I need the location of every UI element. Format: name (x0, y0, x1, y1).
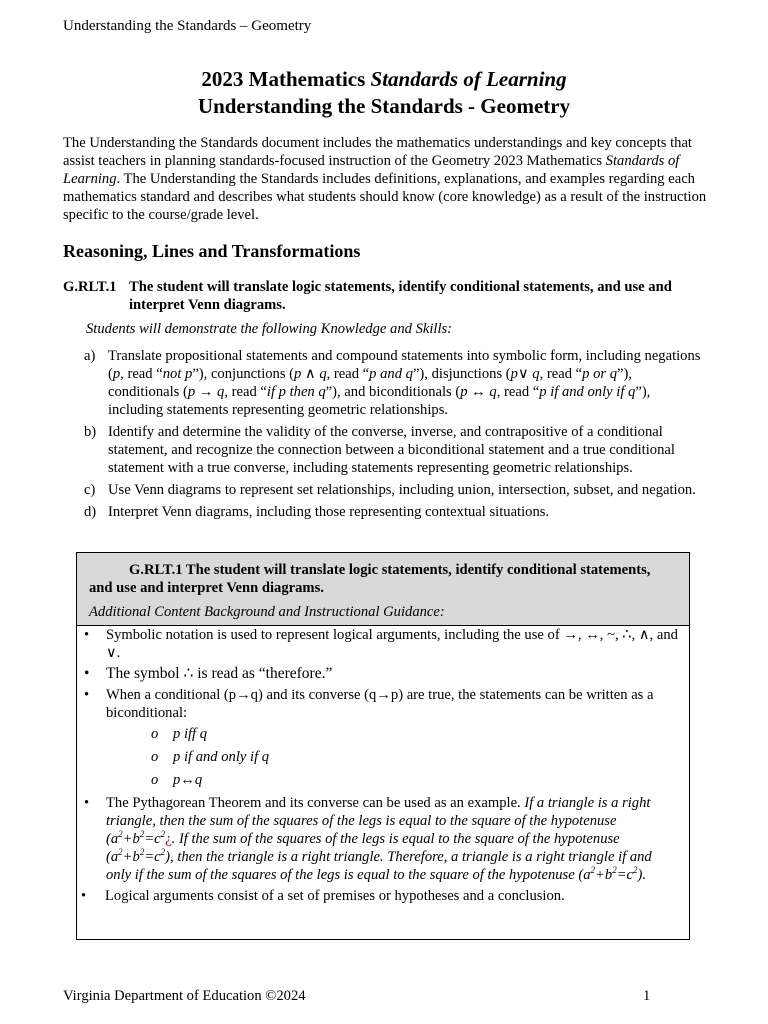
knowledge-skills-list (63, 347, 703, 525)
section-heading: Reasoning, Lines and Transformations (63, 241, 361, 261)
list-item: • The Pythagorean Theorem and its converse can be used as an example. If a triangle is a right triangle, then the sum of the squares of the legs is equal to the square of the hypotenuse ($a^2+b^2=c^2¿$. If the sum of the squares of the legs is equal to the square of the hypotenuse $(a^2+b^2=c^2)$, then the triangle is a right triangle. Therefore, a triangle is a right triangle if and only if the sum of the squares of the legs is equal to the square of the hypotenuse $(a^2+b^2=c^2)$. (84, 795, 652, 883)
guidance-box-title: G.RLT.1 The student will translate logic statements, identify conditional statements, and use and interpret Venn diagrams. (89, 562, 651, 596)
standard-text: The student will translate logic statements, identify conditional statements, and use and interpret Venn diagrams. (129, 279, 672, 313)
page-title: 2023 Mathematics Standards of Learning (201, 67, 567, 91)
equation: $a^2+b^2=c^2$ (110, 847, 166, 865)
footer-credit: Virginia Department of Education ©2024 (63, 988, 306, 1004)
list-item: • Logical arguments consist of a set of premises or hypotheses and a conclusion. (81, 888, 565, 904)
guidance-box-header (77, 553, 689, 626)
equation: ($a^2+b^2=c^2$ (106, 829, 166, 847)
knowledge-skills-intro: Students will demonstrate the following Knowledge and Skills: (86, 321, 453, 337)
equation: $(a^2+b^2=c^2)$ (578, 865, 643, 883)
standard-statement (63, 278, 703, 314)
running-header: Understanding the Standards – Geometry (63, 18, 312, 34)
list-item: • When a conditional (p→q) and its converse (q→p) are true, the statements can be written as a biconditional: o p iff q o p if and only if q o p↔q (77, 686, 689, 789)
intro-paragraph: The Understanding the Standards document includes the mathematics understandings and key concepts that assist teachers in planning standards-focused instruction of the Geometry 2023 Mathematics Standards of Learning. The Understanding the Standards includes definitions, explanations, and examples regarding each mathematics standard and describes what students should know (core knowledge) as a result of the instruction specific to the course/grade level. (63, 135, 707, 223)
list-item: d) Interpret Venn diagrams, including those representing contextual situations. (84, 504, 550, 520)
sub-list-item: o p↔q (151, 772, 203, 788)
bullet-icon: • (81, 888, 87, 904)
bullet-icon: • (84, 665, 90, 682)
list-item: • The symbol ∴ is read as “therefore.” (84, 665, 333, 682)
sub-list (106, 725, 679, 789)
sub-list-item: o p if and only if q (151, 749, 270, 765)
standard-code: G.RLT.1 (63, 279, 117, 295)
list-item: c) Use Venn diagrams to represent set relationships, including union, intersection, subset, and negation. (84, 482, 696, 498)
guidance-list (77, 626, 689, 905)
list-item: b) Identify and determine the validity of the converse, inverse, and contrapositive of a conditional statement, and recognize the connection between a biconditional statement and a true conditional statement with a true converse, including statements representing geometric relationships. (84, 424, 675, 476)
page-subtitle: Understanding the Standards - Geometry (197, 94, 571, 118)
list-item: • Symbolic notation is used to represent logical arguments, including the use of →, ↔, ~, ∴, ∧, and ∨. (84, 627, 678, 661)
bullet-icon: • (84, 627, 90, 643)
sub-list-item: o p iff q (151, 726, 208, 742)
guidance-box (76, 552, 690, 940)
page-number: 1 (643, 988, 651, 1004)
bullet-icon: • (84, 795, 90, 811)
list-item: a) Translate propositional statements and compound statements into symbolic form, including negations (p, read “not p”), conjunctions (p ∧ q, read “p and q”), disjunctions (p∨ q, read “p or q”), conditionals (p → q, read “if p then q”), and biconditionals (p ↔ q, read “p if and only if q”), including statements representing geometric relationships. (84, 348, 701, 418)
guidance-box-subtitle: Additional Content Background and Instructional Guidance: (89, 604, 445, 620)
bullet-icon: • (84, 687, 90, 703)
